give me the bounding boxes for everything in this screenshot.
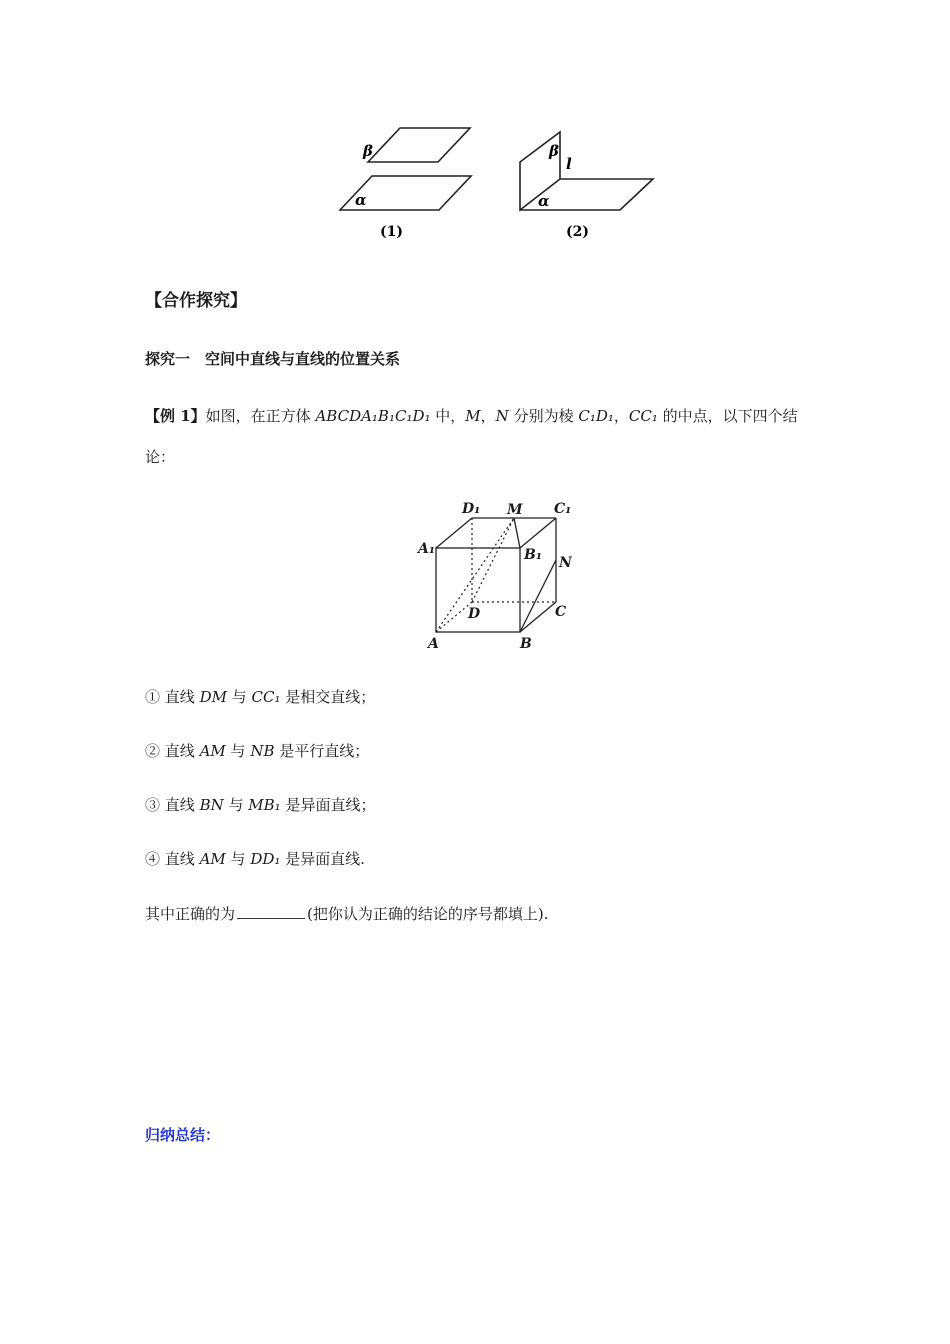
edge-c1d1: C₁D₁ (578, 407, 614, 425)
label-c1: C₁ (554, 501, 572, 517)
label-d: D (468, 606, 481, 622)
statement-num: ② (145, 742, 161, 760)
example-sep2: ， (613, 407, 629, 425)
statement-line-a: BN (199, 796, 224, 814)
plane-figures (330, 122, 670, 247)
statement-line-b: MB₁ (248, 796, 281, 814)
statement-pre: 直线 (160, 850, 200, 868)
label-a: A (428, 636, 439, 652)
statement-num: ③ (145, 796, 161, 814)
edge-cc1: CC₁ (628, 407, 658, 425)
cube-name: ABCDA₁B₁C₁D₁ (315, 407, 431, 425)
statement-num: ① (145, 688, 161, 706)
statement-line-b: NB (250, 742, 275, 760)
label-b: B (520, 636, 532, 652)
fig1-caption: (1) (380, 224, 403, 240)
statement-line-a: DM (199, 688, 227, 706)
cube-figure (410, 496, 580, 656)
example-1 (145, 405, 815, 427)
hidden-segment-d-m (472, 518, 514, 602)
answer-blank[interactable] (237, 904, 305, 919)
example-line2: 论： (145, 448, 176, 466)
statement-pre: 直线 (160, 688, 200, 706)
section-title: 【合作探究】 (145, 291, 247, 311)
label-n: N (559, 555, 572, 571)
fig2-l-label: l (566, 155, 572, 173)
point-m: M (465, 407, 481, 425)
edge-b-c (520, 602, 556, 632)
edge-a1-d1 (436, 518, 472, 548)
example-text-a: 如图，在正方体 (205, 407, 316, 425)
statement-pre: 直线 (160, 742, 200, 760)
statement-mid: 与 (226, 688, 252, 706)
example-tag: 【例 1】 (145, 407, 206, 425)
statement-post: 是异面直线. (280, 850, 365, 868)
statement-line-b: DD₁ (250, 850, 281, 868)
statement-mid: 与 (225, 742, 251, 760)
statement-pre: 直线 (160, 796, 200, 814)
label-m: M (507, 502, 523, 518)
label-c: C (555, 604, 567, 620)
label-a1: A₁ (418, 541, 435, 557)
edge-b1-c1 (520, 518, 556, 548)
statement-line-a: AM (199, 742, 226, 760)
statement-line-a: AM (199, 850, 226, 868)
label-d1: D₁ (462, 501, 481, 517)
statement-3 (145, 794, 375, 816)
fig2-alpha-label: α (538, 192, 550, 210)
statement-4 (145, 848, 365, 870)
segment-b1-m (514, 518, 520, 548)
fig2-caption: (2) (566, 224, 589, 240)
fig1-beta-label: β (363, 142, 373, 160)
statement-2 (145, 740, 369, 762)
point-n: N (495, 407, 509, 425)
statement-mid: 与 (225, 850, 251, 868)
segment-b-n (520, 560, 556, 632)
cube-figure-svg (410, 496, 580, 656)
statement-post: 是相交直线； (280, 688, 376, 706)
question (145, 903, 549, 925)
statement-1 (145, 686, 375, 708)
statement-post: 是异面直线； (280, 796, 376, 814)
statement-mid: 与 (223, 796, 249, 814)
example-text-d: 的中点，以下四个结 (657, 407, 798, 425)
plane-figures-svg (330, 122, 670, 247)
topic-title: 探究一 空间中直线与直线的位置关系 (145, 350, 401, 368)
question-pre: 其中正确的为 (145, 905, 236, 923)
statement-num: ④ (145, 850, 161, 868)
example-text-b: 中， (430, 407, 466, 425)
label-b1: B₁ (524, 547, 542, 563)
fig2-beta-label: β (549, 142, 559, 160)
plane-beta-1 (368, 128, 470, 162)
summary-label: 归纳总结： (145, 1126, 221, 1144)
statement-post: 是平行直线； (274, 742, 370, 760)
fig1-alpha-label: α (355, 191, 367, 209)
question-post: (把你认为正确的结论的序号都填上). (307, 905, 549, 923)
example-sep: ， (480, 407, 496, 425)
example-text-c: 分别为棱 (508, 407, 579, 425)
statement-line-b: CC₁ (251, 688, 281, 706)
